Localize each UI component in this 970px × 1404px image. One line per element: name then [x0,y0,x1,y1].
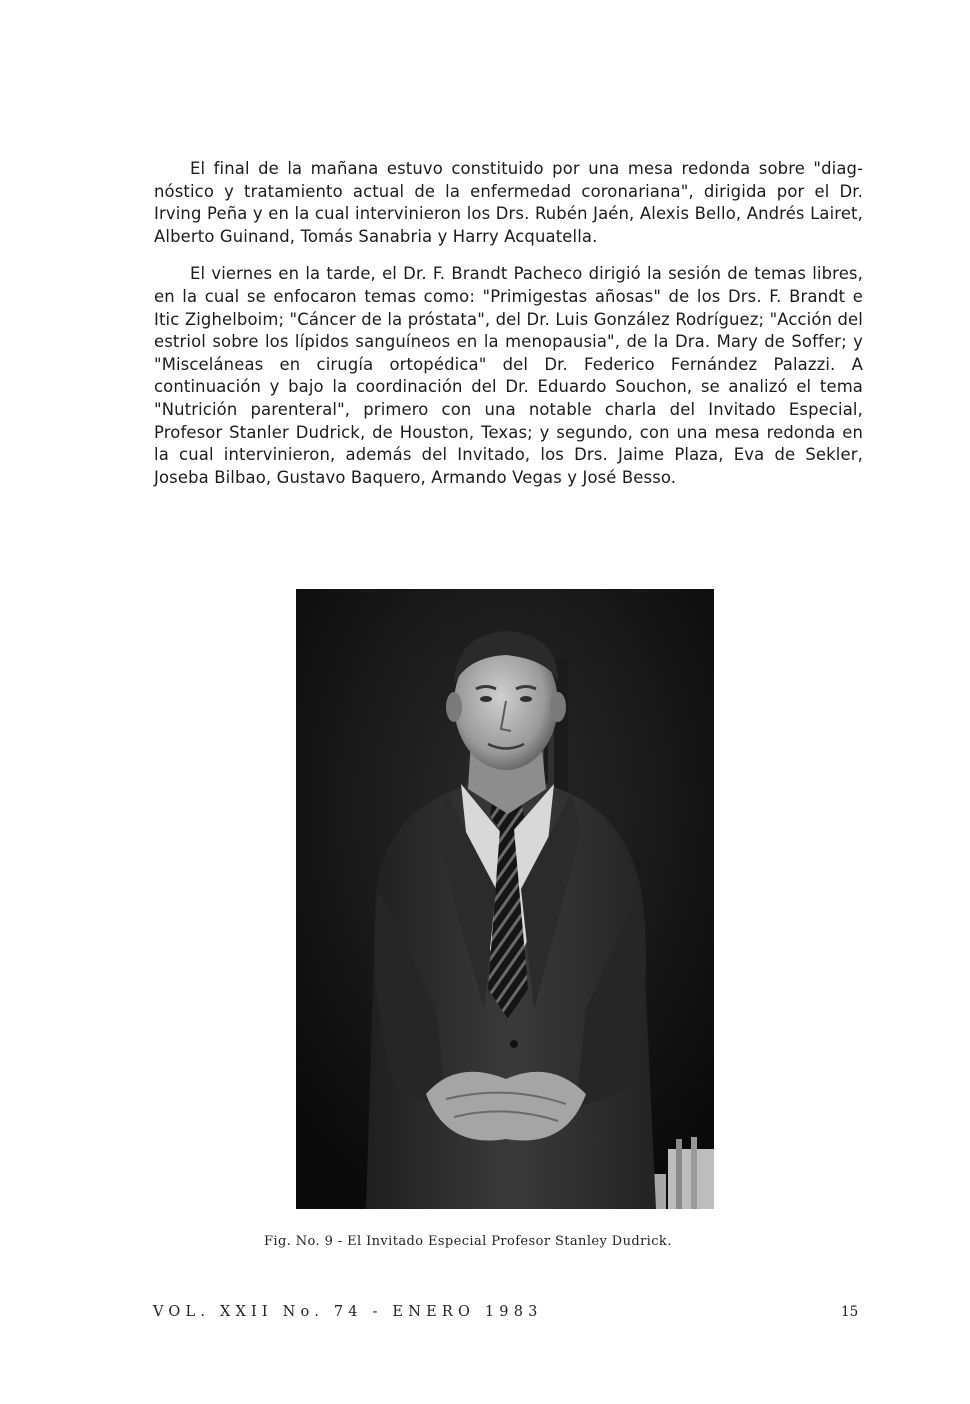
portrait-photo [296,589,714,1209]
paragraph-2: El viernes en la tarde, el Dr. F. Brandt Pacheco dirigió la sesión de temas libres, en la cual se enfocaron temas como: "Primigestas añosas" de los Drs. F. Brandt e Itic Zighelboim; "Cáncer de la próstata", del Dr. Luis González Rodríguez; "Acción del estriol sobre los lípidos sanguíneos en la menopausia", de la Dra. Mary de Soffer; y "Misceláneas en cirugía ortopédica" del Dr. Federico Fernández Palazzi. A continuación y bajo la coordinación del Dr. Eduardo Souchon, se analizó el tema "Nutrición parenteral", primero con una notable charla del Invitado Especial, Profesor Stanler Dudrick, de Houston, Texas; y segundo, con una mesa redonda en la cual intervinieron, además del Invitado, los Drs. Jaime Plaza, Eva de Sekler, Joseba Bilbao, Gustavo Baquero, Armando Vegas y José Besso. [154,264,863,487]
paragraph-1: El final de la mañana estuvo constituido por una mesa redonda sobre "diagnóstico y tratamiento actual de la enfermedad coronariana", dirigida por el Dr. Irving Peña y en la cual intervinieron los Drs. Rubén Jaén, Alexis Bello, Andrés Lairet, Alberto Guinand, Tomás Sanabria y Harry Acquatella. [154,159,863,246]
portrait-illustration [296,589,714,1209]
body-text [154,158,863,504]
figure-caption: Fig. No. 9 - El Invitado Especial Profesor Stanley Dudrick. [264,1234,672,1249]
page-number: 15 [841,1304,859,1320]
journal-footer: VOL. XXII No. 74 - ENERO 1983 [153,1304,543,1320]
